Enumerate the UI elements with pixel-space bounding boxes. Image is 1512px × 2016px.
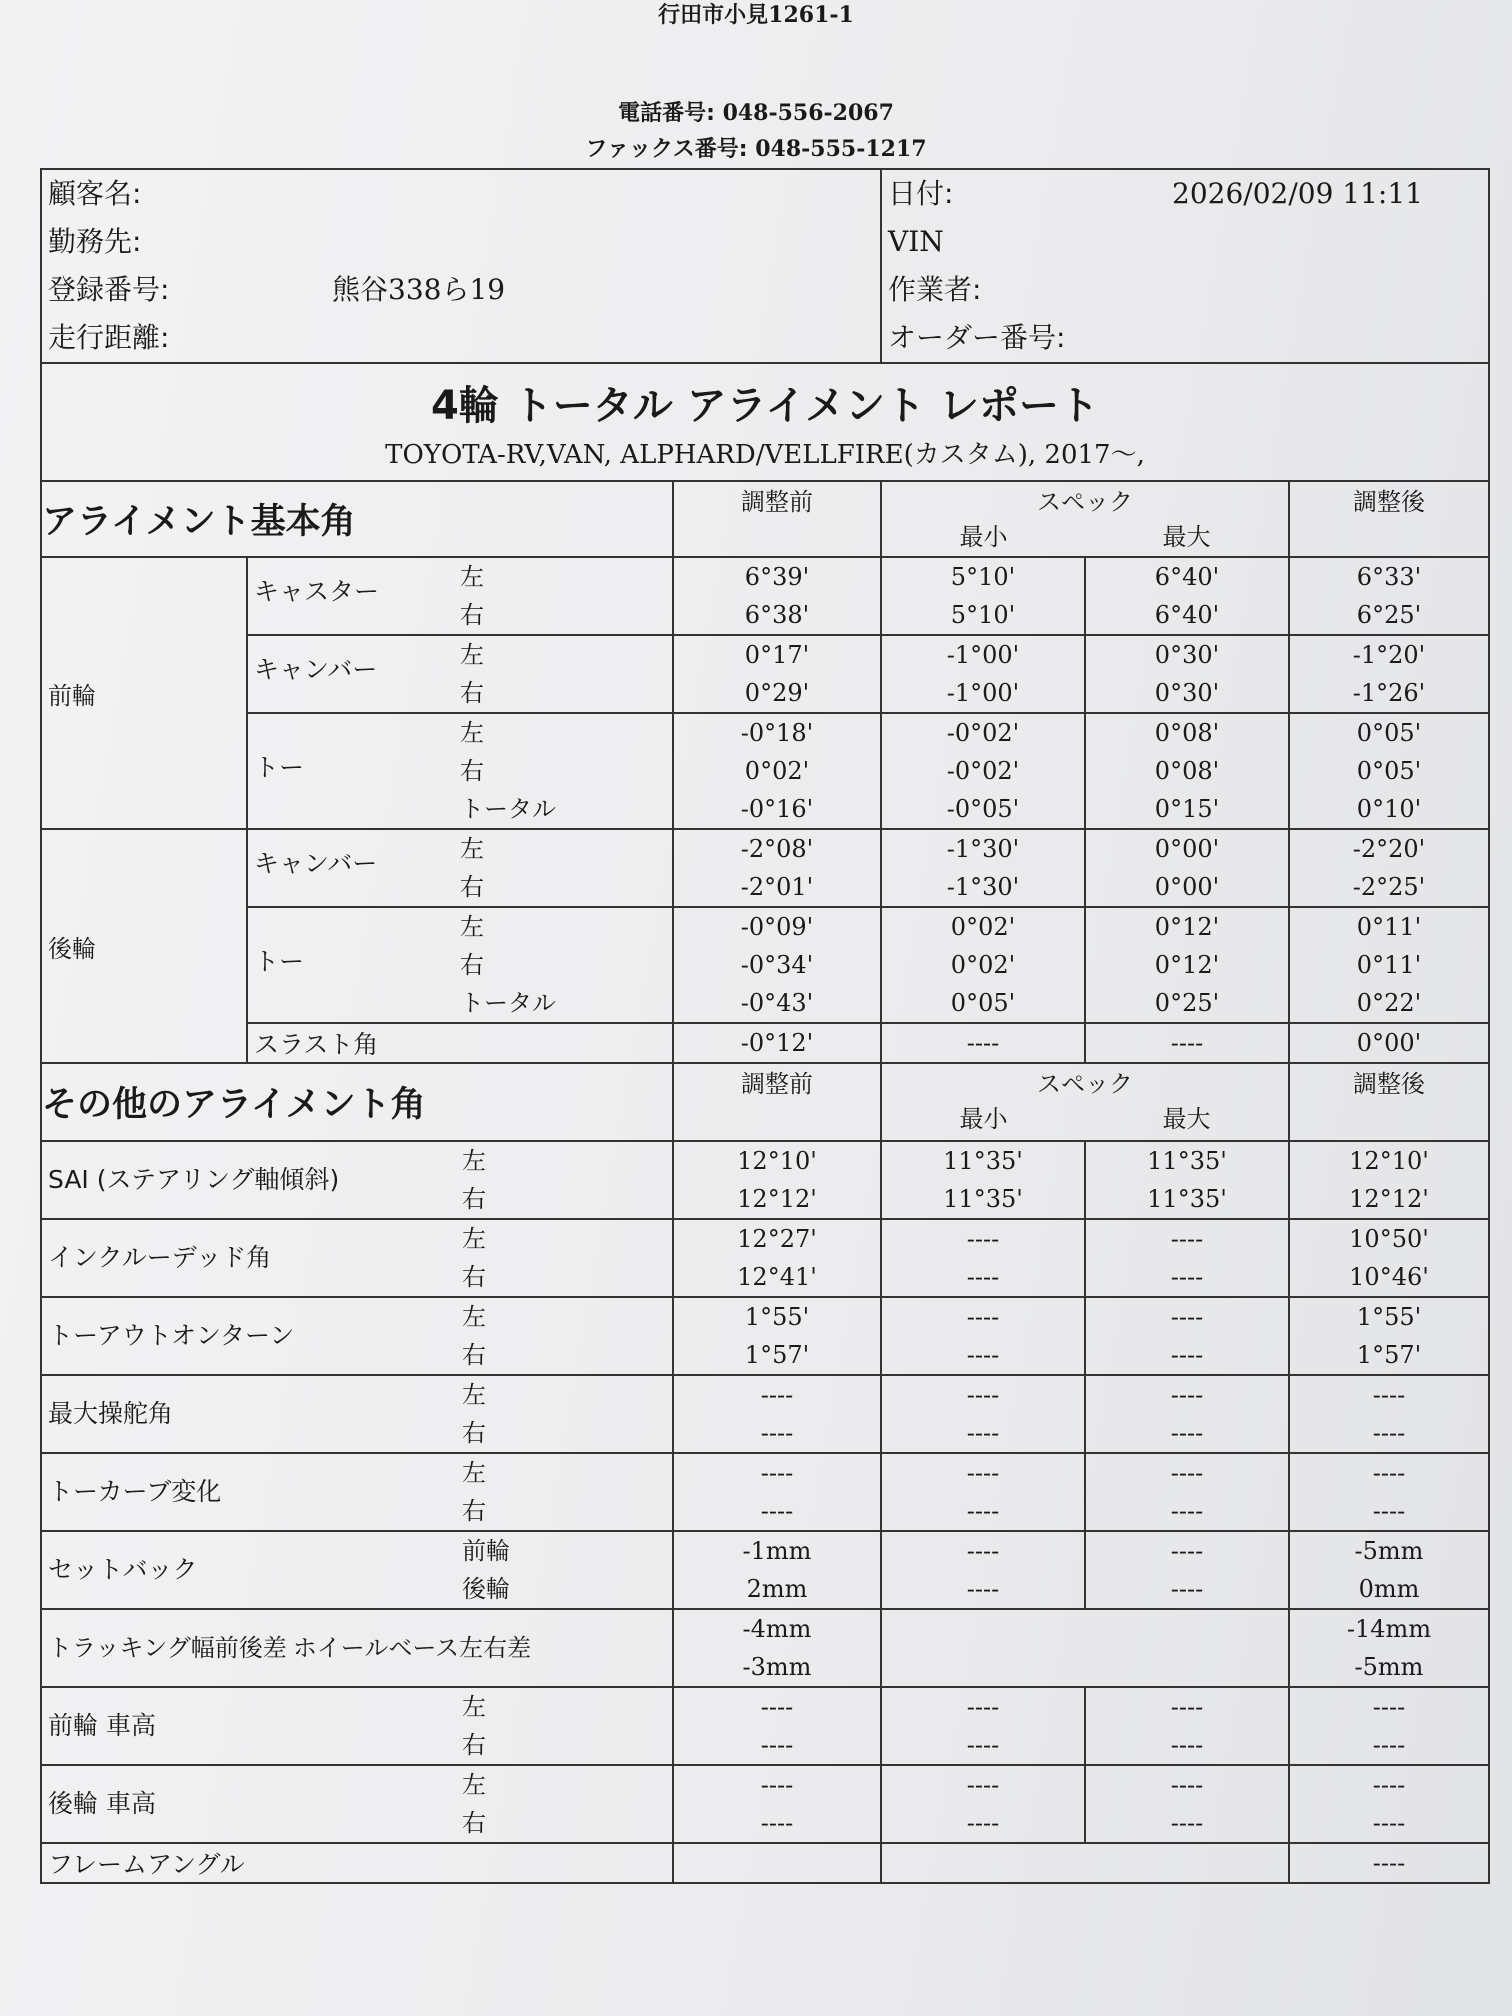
registration-row: 登録番号: 熊谷338ら19 <box>42 266 880 314</box>
info-block <box>41 169 1489 363</box>
customer-row: 顧客名: <box>48 177 142 210</box>
other-row-tracking: トラッキング幅前後差 ホイールベース左右差 -4mm -3mm -14mm -5mm <box>41 1609 1489 1687</box>
thrust-max: ---- <box>1085 1023 1289 1063</box>
vin-row: VIN <box>888 225 944 258</box>
other-row-rear-height: 後輪 車高 左 右 ---- ---- ---- ---- ---- ---- ---- ---- <box>41 1765 1489 1843</box>
col-before-2: 調整前 <box>673 1063 881 1141</box>
rear-wheel-label: 後輪 <box>41 829 247 1063</box>
fax-label: ファックス番号: <box>585 137 748 162</box>
date-value: 2026/02/09 11:11 <box>1172 177 1423 210</box>
setback-label: セットバック <box>48 1555 198 1584</box>
mileage-row: 走行距離: <box>48 321 170 354</box>
front-caster-before: 6°39' 6°38' <box>673 557 881 635</box>
registration-value: 熊谷338ら19 <box>332 273 506 306</box>
thrust-angle-label: スラスト角 <box>254 1030 379 1059</box>
front-camber-max: 0°30' 0°30' <box>1085 635 1289 713</box>
other-angles-heading: その他のアライメント角 <box>41 1063 673 1141</box>
other-row-frame-angle: フレームアングル ---- <box>41 1843 1489 1883</box>
rear-camber-label: キャンバー <box>254 849 378 878</box>
toe-out-on-turn-label: トーアウトオンターン <box>48 1321 295 1350</box>
front-toe-row: トー 左 右 トータル -0°18' 0°02' -0°16' -0°02' -0°02' -0°05' 0°08' 0°08' 0°15' 0°05' 0°05' 0°10' <box>41 713 1489 829</box>
front-camber-min: -1°00' -1°00' <box>881 635 1085 713</box>
rear-toe-min: 0°02' 0°02' 0°05' <box>881 907 1085 1023</box>
other-row-sai: SAI (ステアリング軸傾斜) 左 右 12°10' 12°12' 11°35' 11°35' 11°35' 11°35' 12°10' 12°12' <box>41 1141 1489 1219</box>
rear-camber-before: -2°08' -2°01' <box>673 829 881 907</box>
col-before: 調整前 <box>673 481 881 557</box>
customer-info <box>41 169 881 363</box>
wheelbase-diff-label: ホイールベース左右差 <box>292 1634 532 1662</box>
front-camber-after: -1°20' -1°26' <box>1289 635 1489 713</box>
front-camber-label: キャンバー <box>254 655 378 684</box>
tracking-width-label: トラッキング幅前後差 <box>48 1634 287 1662</box>
other-row-setback: セットバック 前輪 後輪 -1mm 2mm ---- ---- ---- ---- -5mm 0mm <box>41 1531 1489 1609</box>
max-steer-label: 最大操舵角 <box>48 1399 174 1428</box>
alignment-report-table <box>40 168 1490 1884</box>
thrust-angle-row <box>41 1023 1489 1063</box>
rear-camber-after: -2°20' -2°25' <box>1289 829 1489 907</box>
front-toe-label: トー <box>254 753 305 782</box>
order-row: オーダー番号: <box>888 321 1066 354</box>
front-caster-label: キャスター <box>254 577 380 606</box>
sai-label: SAI (ステアリング軸傾斜) <box>48 1165 340 1194</box>
front-caster-row: 前輪 キャスター 左 右 6°39' 6°38' 5°10' 5°10' 6°40' 6°40' 6°33' 6°25' <box>41 557 1489 635</box>
front-caster-min: 5°10' 5°10' <box>881 557 1085 635</box>
col-spec: スペック 最小 最大 <box>881 481 1289 557</box>
phone-line <box>0 96 1512 127</box>
thrust-min: ---- <box>881 1023 1085 1063</box>
front-caster-max: 6°40' 6°40' <box>1085 557 1289 635</box>
fax-line <box>0 132 1512 163</box>
front-camber-before: 0°17' 0°29' <box>673 635 881 713</box>
col-after: 調整後 <box>1289 481 1489 557</box>
rear-toe-before: -0°09' -0°34' -0°43' <box>673 907 881 1023</box>
thrust-before: -0°12' <box>673 1023 881 1063</box>
front-toe-after: 0°05' 0°05' 0°10' <box>1289 713 1489 829</box>
other-row-toe-out: トーアウトオンターン 左 右 1°55' 1°57' ---- ---- ---- ---- 1°55' 1°57' <box>41 1297 1489 1375</box>
shop-address: 行田市小見1261-1 <box>658 2 854 28</box>
basic-angles-heading: アライメント基本角 <box>41 481 673 557</box>
rear-camber-min: -1°30' -1°30' <box>881 829 1085 907</box>
report-title: 4輪 トータル アライメント レポート <box>430 383 1099 429</box>
phone-number: 048-556-2067 <box>722 100 894 126</box>
thrust-after: 0°00' <box>1289 1023 1489 1063</box>
toe-curve-label: トーカーブ変化 <box>48 1477 222 1506</box>
front-height-label: 前輪 車高 <box>48 1711 156 1740</box>
front-caster-after: 6°33' 6°25' <box>1289 557 1489 635</box>
rear-toe-after: 0°11' 0°11' 0°22' <box>1289 907 1489 1023</box>
front-toe-min: -0°02' -0°02' -0°05' <box>881 713 1085 829</box>
report-title-cell <box>41 363 1489 481</box>
col-spec-2: スペック 最小 最大 <box>881 1063 1289 1141</box>
rear-camber-row: 後輪 キャンバー 左 右 -2°08' -2°01' -1°30' -1°30' 0°00' 0°00' -2°20' -2°25' <box>41 829 1489 907</box>
job-info <box>881 169 1489 363</box>
other-row-toe-curve: トーカーブ変化 左 右 ---- ---- ---- ---- ---- ---- ---- ---- <box>41 1453 1489 1531</box>
rear-toe-max: 0°12' 0°12' 0°25' <box>1085 907 1289 1023</box>
front-wheel-label: 前輪 <box>41 557 247 829</box>
rear-toe-row: トー 左 右 トータル -0°09' -0°34' -0°43' 0°02' 0°02' 0°05' 0°12' 0°12' 0°25' 0°11' 0°11' 0°22' <box>41 907 1489 1023</box>
front-toe-max: 0°08' 0°08' 0°15' <box>1085 713 1289 829</box>
col-after-2: 調整後 <box>1289 1063 1489 1141</box>
rear-height-label: 後輪 車高 <box>48 1789 156 1818</box>
frame-angle-label: フレームアングル <box>48 1850 245 1879</box>
included-angle-label: インクルーデッド角 <box>48 1243 272 1272</box>
phone-label: 電話番号: <box>618 101 715 126</box>
date-row: 日付: 2026/02/09 11:11 <box>882 170 1488 218</box>
other-row-max-steer: 最大操舵角 左 右 ---- ---- ---- ---- ---- ---- ---- ---- <box>41 1375 1489 1453</box>
front-camber-row: キャンバー 左 右 0°17' 0°29' -1°00' -1°00' 0°30' 0°30' -1°20' -1°26' <box>41 635 1489 713</box>
front-toe-before: -0°18' 0°02' -0°16' <box>673 713 881 829</box>
workplace-row: 勤務先: <box>48 225 142 258</box>
fax-number: 048-555-1217 <box>755 136 927 162</box>
other-row-included: インクルーデッド角 左 右 12°27' 12°41' ---- ---- ---- ---- 10°50' 10°46' <box>41 1219 1489 1297</box>
worker-row: 作業者: <box>888 273 982 306</box>
rear-camber-max: 0°00' 0°00' <box>1085 829 1289 907</box>
vehicle-name: TOYOTA-RV,VAN, ALPHARD/VELLFIRE(カスタム), 2017〜, <box>385 440 1145 470</box>
other-row-front-height: 前輪 車高 左 右 ---- ---- ---- ---- ---- ---- ---- ---- <box>41 1687 1489 1765</box>
rear-toe-label: トー <box>254 947 305 976</box>
